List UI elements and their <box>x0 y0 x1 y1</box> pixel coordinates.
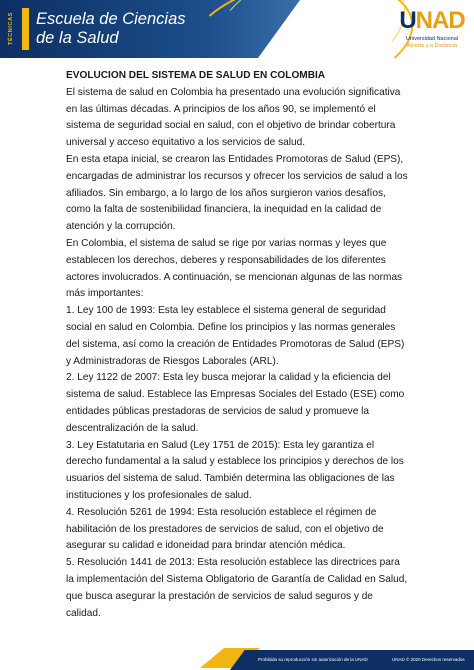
logo-letters-nad: NAD <box>415 7 465 34</box>
school-title <box>36 10 186 48</box>
logo-letter-u: U <box>399 7 416 34</box>
unad-logo <box>398 8 466 54</box>
list-item-ley-1751: 3. Ley Estatutaria en Salud (Ley 1751 de 2015): Esta ley garantiza el derecho fundamental a la salud y establece los principios y derechos de los usuarios del sistema de salud. También determina las obligaciones de las instituciones y los profesionales de salud. <box>66 439 404 501</box>
list-item-resolucion-1441: 5. Resolución 1441 de 2013: Esta resolución establece las directrices para la implementación del Sistema Obligatorio de Garantía de Calidad en Salud, que busca asegurar la prestación de servicios de salud seguros y de calidad. <box>66 557 408 619</box>
list-item-ley-1122: 2. Ley 1122 de 2007: Esta ley busca mejorar la calidad y la eficiencia del sistema de salud. Establece las Empresas Sociales del Estado (ESE) como entidades públicas prestadoras de servicios de salud y promueve la descentralización de la salud. <box>66 372 405 434</box>
list-item-ley-100: 1. Ley 100 de 1993: Esta ley establece el sistema general de seguridad social en salud en Colombia. Define los principios y las normas generales del sistema, así como la creación de Entidades Promotoras de Salud (EPS) y Administradoras de Riesgos Laborales (ARL). <box>66 305 405 367</box>
school-title-line1: Escuela de Ciencias <box>36 10 186 28</box>
document-body <box>66 68 410 622</box>
footer-rights: UNAD © 2020 Derechos reservados <box>392 657 465 662</box>
paragraph-normas: En Colombia, el sistema de salud se rige por varias normas y leyes que establecen los derechos, deberes y responsabilidades de los diferentes actores involucrados. A continuación, se mencionan algunas de las normas más importantes: <box>66 237 403 300</box>
page-footer <box>0 640 474 670</box>
logo-subtitle-2: Abierta y a Distancia <box>406 43 458 49</box>
paragraph-eps: En esta etapa inicial, se crearon las Entidades Promotoras de Salud (EPS), encargadas de administrar los recursos y ofrecer los servicios de salud a los afiliados. Sin embargo, a lo largo de los años surgieron varios desafíos, como la falta de sostenibilidad financiera, la inequidad en la calidad de atención y la corrupción. <box>66 153 408 233</box>
logo-subtitle-1: Universidad Nacional <box>406 36 458 42</box>
unad-logo-wordmark <box>398 8 466 34</box>
document-heading: EVOLUCION DEL SISTEMA DE SALUD EN COLOMBIA <box>66 70 326 81</box>
school-title-line2: de la Salud <box>36 29 119 47</box>
list-item-resolucion-5261: 4. Resolución 5261 de 1994: Esta resolución establece el régimen de habilitación de los prestadores de servicios de salud, con el objetivo de asegurar su calidad e idoneidad para brindar atención médica. <box>66 506 384 552</box>
header-accent-bar <box>22 8 29 50</box>
paragraph-intro: El sistema de salud en Colombia ha presentado una evolución significativa en las últimas décadas. A principios de los años 90, se implementó el sistema de seguridad social en salud, con el objetivo de brindar cobertura universal y acceso equitativo a los servicios de salud. <box>66 86 401 149</box>
header-vertical-tag: TÉCNICAS <box>8 12 14 46</box>
footer-copyright-notice: Prohibida su reproducción sin autorización de la UNAD <box>258 657 368 662</box>
page-header <box>0 0 474 58</box>
